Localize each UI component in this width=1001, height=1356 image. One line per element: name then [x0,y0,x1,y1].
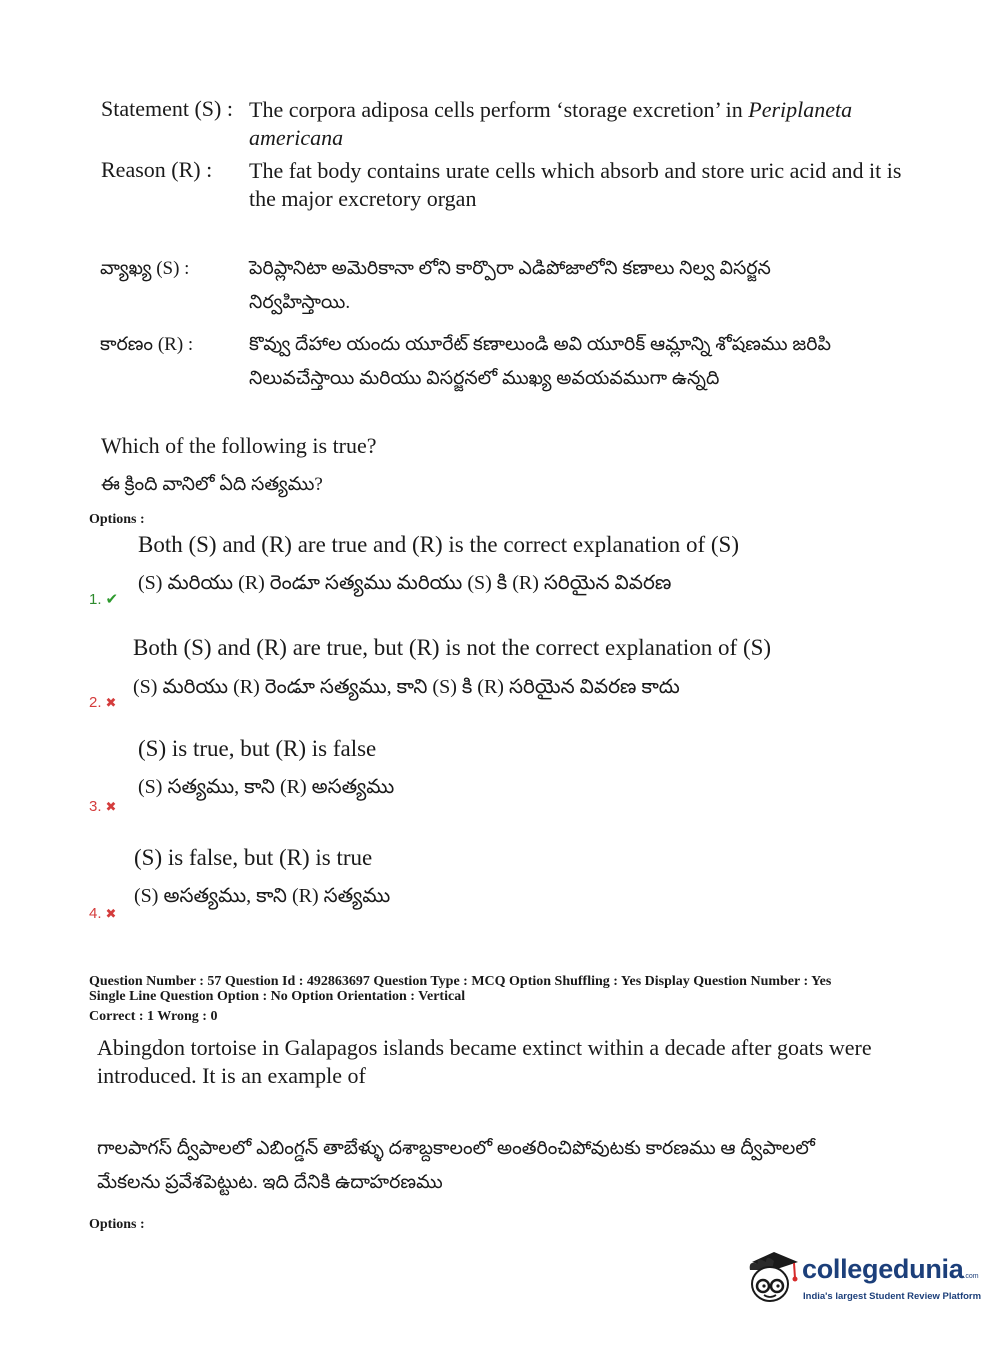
option-4-telugu[interactable]: (S) అసత్యము, కాని (R) సత్యము [134,885,391,907]
option-4-number: 4. [89,905,102,922]
reason-line-2: the major excretory organ [249,186,477,211]
question-telugu: ఈ క్రింది వానిలో ఏది సత్యము? [101,474,323,495]
option-2-english[interactable]: Both (S) and (R) are true, but (R) is not the correct explanation of (S) [133,635,772,660]
question-2-english [97,1034,917,1090]
cross-icon: ✖ [105,696,117,711]
telugu-statement-label: వ్యాఖ్య (S) : [100,258,190,279]
option-2-telugu[interactable]: (S) మరియు (R) రెండూ సత్యము, కాని (S) కి (R) సరియైన వివరణ కాదు [133,676,680,698]
question-2-english-line-2: introduced. It is an example of [97,1063,366,1088]
option-3-number: 3. [89,798,102,815]
meta-line-3: Correct : 1 Wrong : 0 [89,1009,218,1024]
check-icon: ✔ [105,590,119,608]
options-heading: Options : [89,512,145,527]
option-2-number: 2. [89,694,102,711]
telugu-reason-text [249,328,899,396]
statement-text [249,96,899,152]
statement-text-italic-2: americana [249,125,344,150]
option-1-english[interactable]: Both (S) and (R) are true and (R) is the correct explanation of (S) [138,532,739,557]
collegedunia-logo [742,1248,982,1310]
reason-line-1: The fat body contains urate cells which absorb and store uric acid and it is [249,158,902,183]
logo-tagline: India's largest Student Review Platform [803,1291,982,1302]
option-2-marker [89,694,116,712]
option-1-marker [89,590,118,609]
option-1-number: 1. [89,591,102,608]
logo-suffix: .com [963,1273,979,1280]
option-4-english[interactable]: (S) is false, but (R) is true [134,845,373,870]
telugu-statement-text [249,252,899,320]
statement-text-italic-1: Periplaneta [748,97,853,122]
question-2-telugu-line-1: గాలపాగస్ ద్వీపాలలో ఎబింగ్డన్ తాబేళ్ళు దశాబ్దకాలంలో అంతరించిపోవుటకు కారణము ఆ ద్వీపాలలో [97,1138,815,1159]
question-2-english-line-1: Abingdon tortoise in Galapagos islands became extinct within a decade after goats were [97,1035,872,1060]
meta-line-2: Single Line Question Option : No Option Orientation : Vertical [89,989,466,1004]
telugu-reason-label: కారణం (R) : [100,334,194,355]
option-3-telugu[interactable]: (S) సత్యము, కాని (R) అసత్యము [138,776,395,798]
options-heading-2: Options : [89,1217,145,1232]
telugu-statement-line-2: నిర్వహిస్తాయి. [249,292,351,313]
logo-name: collegedunia [802,1254,964,1284]
telugu-reason-line-2: నిలువచేస్తాయి మరియు విసర్జనలో ముఖ్య అవయవముగా ఉన్నది [249,368,720,389]
mascot-icon [742,1248,802,1308]
question-meta [89,974,969,1024]
reason-label: Reason (R) : [101,157,213,182]
option-1-telugu[interactable]: (S) మరియు (R) రెండూ సత్యము మరియు (S) కి (R) సరియైన వివరణ [138,572,672,594]
telugu-reason-line-1: కొవ్వు దేహాల యందు యూరేట్ కణాలుండి అవి యూరిక్ ఆమ్లాన్ని శోషణము జరిపి [249,334,832,355]
statement-label: Statement (S) : [101,96,233,121]
question-2-telugu-line-2: మేకలను ప్రవేశపెట్టుట. ఇది దేనికి ఉదాహరణము [97,1172,443,1193]
telugu-statement-line-1: పెరిప్లానిటా అమెరికానా లోని కార్పొరా ఎడిపోజాలోని కణాలు నిల్వ విసర్జన [249,258,771,279]
statement-text-main: The corpora adiposa cells perform ‘storage excretion’ in [249,97,743,122]
option-4-marker [89,905,116,923]
question-2-telugu [97,1132,917,1200]
option-3-english[interactable]: (S) is true, but (R) is false [138,736,377,761]
option-3-marker [89,798,116,816]
reason-text [249,157,909,213]
question-english: Which of the following is true? [101,433,377,458]
cross-icon: ✖ [105,907,117,922]
logo-wordmark [802,1254,979,1285]
cross-icon: ✖ [105,800,117,815]
meta-line-1: Question Number : 57 Question Id : 492863697 Question Type : MCQ Option Shuffling : Yes Display Question Number : Yes [89,974,832,989]
